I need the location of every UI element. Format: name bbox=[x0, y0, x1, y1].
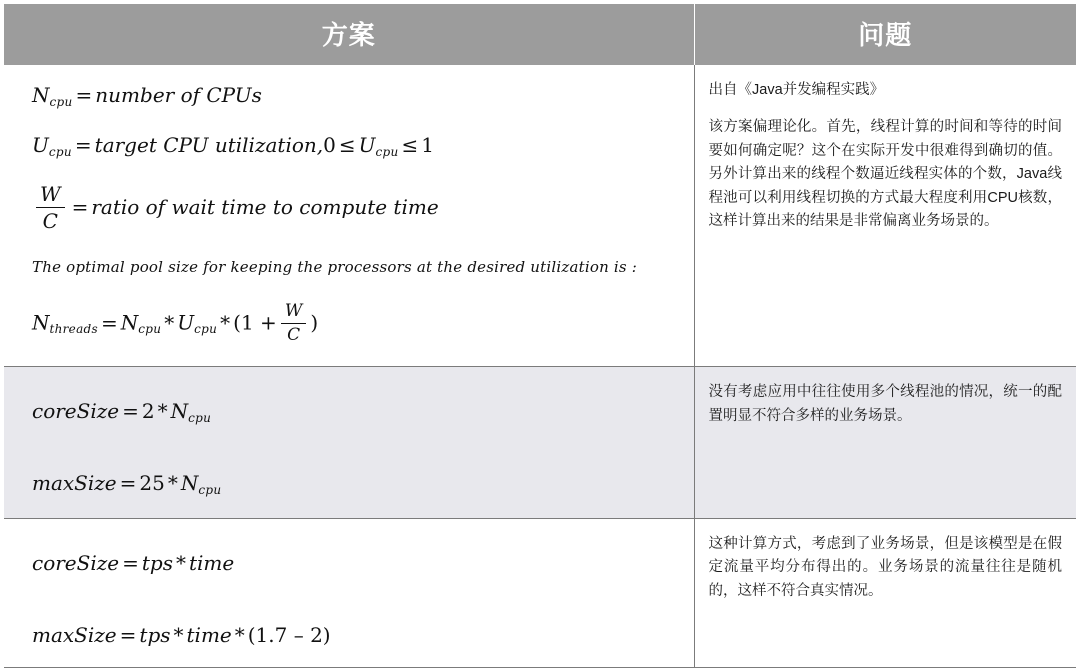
header-solution: 方案 bbox=[4, 4, 694, 65]
document-page bbox=[0, 4, 1080, 646]
formula-ucpu: $U_{cpu}$ = target CPU utilization,0 ≤ $U_{cpu} \le 1$ bbox=[32, 133, 435, 160]
fraction-w-over-c: $\frac{W}{C}$ bbox=[36, 182, 65, 233]
problem-cell-2 bbox=[694, 367, 1076, 518]
header-row bbox=[4, 4, 1076, 65]
table-row bbox=[4, 65, 1076, 367]
formula-wc-ratio: $\frac{W}{C}$ = ratio of wait time to compute time bbox=[32, 183, 674, 234]
table-row bbox=[4, 367, 1076, 518]
header-problem: 问题 bbox=[694, 4, 1076, 65]
solution-cell-1 bbox=[4, 65, 694, 367]
formula-maxsize-tps-time-range: maxSize = tps * time * (1.7 – 2) bbox=[32, 622, 331, 647]
table-body bbox=[4, 65, 1076, 667]
formula-maxsize-25ncpu: maxSize = $25 * N_{cpu}$ bbox=[32, 471, 222, 498]
formula-coresize-tps-time: coreSize = tps * time bbox=[32, 550, 235, 575]
formula-ncpu: $N_{cpu}$ = number of CPUs bbox=[32, 83, 262, 109]
formula-coresize-2ncpu: coreSize = $2 * N_{cpu}$ bbox=[32, 399, 212, 426]
problem-text-3: 这种计算方式，考虑到了业务场景，但是该模型是在假定流量平均分布得出的。业务场景的流量往往是随机的，这样不符合真实情况。 bbox=[708, 535, 1062, 599]
problem-source-1: 出自《Java并发编程实践》 bbox=[708, 82, 885, 98]
problem-cell-3 bbox=[694, 518, 1076, 667]
solution-cell-3 bbox=[4, 518, 694, 667]
problem-text-2: 没有考虑应用中往往使用多个线程池的情况，统一的配置明显不符合多样的业务场景。 bbox=[708, 384, 1062, 424]
formula-nthreads: $N_{threads} = N_{cpu} * U_{cpu} * (1$ + $\frac{W}{C}$ ) bbox=[32, 301, 319, 345]
fraction-w-over-c: $\frac{W}{C}$ bbox=[281, 301, 306, 345]
table-row bbox=[4, 518, 1076, 667]
solution-cell-2 bbox=[4, 367, 694, 518]
optimal-pool-size-note: The optimal pool size for keeping the processors at the desired utilization is : bbox=[32, 258, 638, 277]
thread-pool-sizing-table bbox=[4, 4, 1076, 668]
table-header bbox=[4, 4, 1076, 65]
problem-cell-1 bbox=[694, 65, 1076, 367]
problem-text-1: 该方案偏理论化。首先，线程计算的时间和等待的时间要如何确定呢？这个在实际开发中很难得到确切的值。另外计算出来的线程个数逼近线程实体的个数，Java线程池可以利用线程切换的方式最大程度利用CPU核数，这样计算出来的结果是非常偏离业务场景的。 bbox=[708, 119, 1062, 230]
